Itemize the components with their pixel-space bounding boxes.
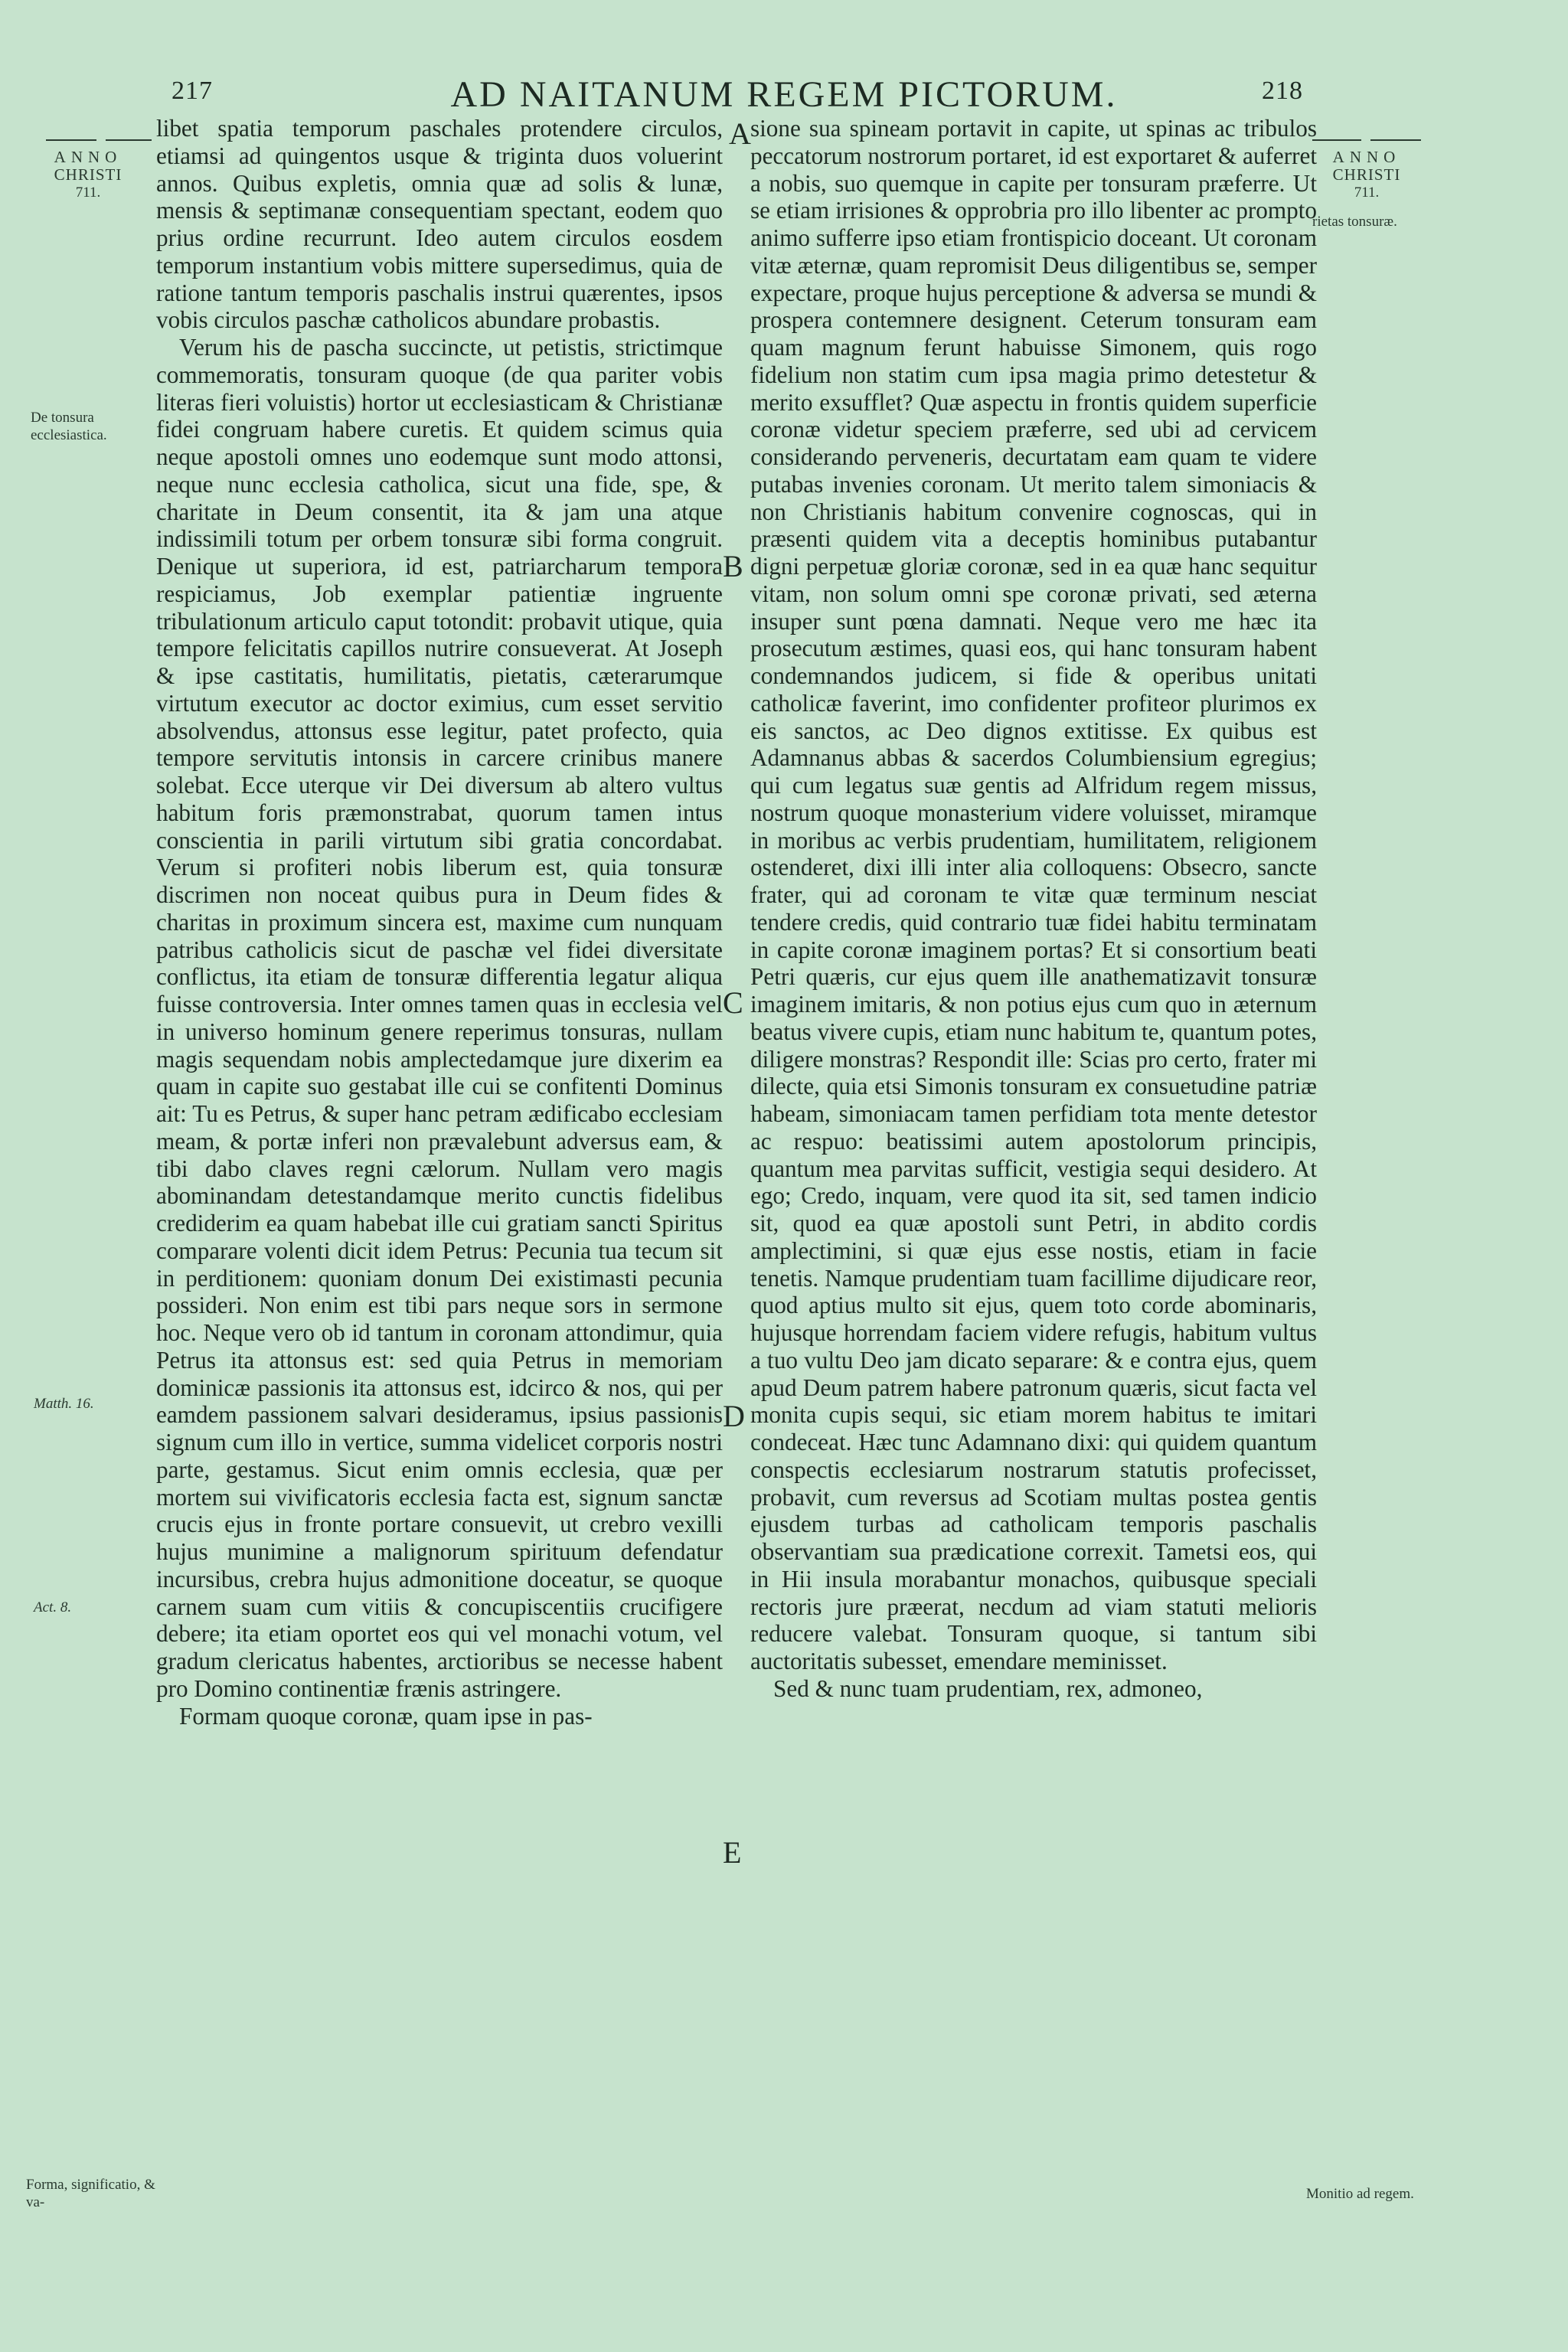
paragraph: Formam quoque coronæ, quam ipse in pas- <box>179 1702 593 1730</box>
page-number-left: 217 <box>172 77 213 105</box>
anno-year: 711. <box>1354 185 1380 201</box>
margin-rule <box>106 139 152 141</box>
anno-label: ANNO <box>1332 148 1401 166</box>
page-number-right: 218 <box>1262 77 1303 105</box>
margin-note-de-tonsura: De tonsura ecclesiastica. <box>31 410 107 443</box>
margin-note-matth: Matth. 16. <box>34 1396 94 1412</box>
section-marker-e: E <box>723 1835 742 1870</box>
section-marker-b: B <box>723 549 743 583</box>
christi-label: CHRISTI <box>54 165 122 184</box>
margin-note-pietas: rietas tonsuræ. <box>1312 214 1397 230</box>
section-marker-d: D <box>723 1399 745 1433</box>
left-text-column <box>156 115 723 1730</box>
margin-note-monitio: Monitio ad regem. <box>1306 2186 1414 2202</box>
running-title: AD NAITANUM REGEM PICTORUM. <box>450 74 1118 115</box>
section-marker-a: A <box>729 116 751 151</box>
anno-year: 711. <box>75 185 101 201</box>
paragraph: libet spatia temporum paschales protendere circulos, etiamsi ad quingentos usque & triginta duos voluerint annos. Quibus expletis, omnia quæ ad solis & lunæ, mensis & septimanæ consequentiam spectant, eodem quo prius ordine recurrunt. Ideo autem circulos eosdem temporum instantium vobis mittere supersedimus, quia de ratione tantum temporis paschalis instrui quærentes, ipsos vobis circulos paschæ catholicos abundare probastis. <box>156 115 723 334</box>
page-header <box>0 74 1568 119</box>
paragraph: sione sua spineam portavit in capite, ut spinas ac tribulos peccatorum nostrorum portaret, id est exportaret & auferret a nobis, suo quemque in capite per tonsuram præferre. Ut se etiam irrisiones & opprobria pro illo libenter ac prompto animo sufferre ipso etiam frontispicio doceant. Ut coronam vitæ æternæ, quam repromisit Deus diligentibus se, semper expectare, proque hujus perceptione & adversa se mundi & prospera contemnere designent. Ceterum tonsuram eam quam magnum ferunt habuisse Simonem, quis rogo fidelium non statim cum ipsa magia primo detestetur & merito exsufflet? Quæ aspectu in frontis quidem superficie coronæ videtur speciem præferre, sed ubi ad cervicem considerando perveneris, decurtatam eam quam te videre putabas invenies coronam. Ut merito talem simoniacis & non Christianis habitum convenire cognoscas, qui in præsenti quidem vita a deceptis hominibus putabantur digni perpetuæ gloriæ coronæ, sed in ea quæ hanc sequitur vitam, non solum omni spe coronæ privati, sed æterna insuper sunt pœna damnati. Neque vero me hæc ita prosecutum æstimes, quasi eos, qui hanc tonsuram habent condemnandos judicem, si fide & operibus unitati catholicæ faverint, imo confidenter profiteor plurimos ex eis sanctos, ac Deo dignos extitisse. Ex quibus est Adamnanus abbas & sacerdos Columbiensium egregius; qui cum legatus suæ gentis ad Alfridum regem missus, nostrum quoque monasterium videre voluisset, miramque in moribus ac verbis prudentiam, humilitatem, religionem ostenderet, dixi illi inter alia colloquens: Obsecro, sancte frater, qui ad coronam te vitæ quæ terminum nesciat tendere credis, quid contrario tuæ fidei habitu terminatam in capite coronæ imaginem portas? Et si consortium beati Petri quæris, cur ejus quem ille anathematizavit tonsuræ imaginem imitaris, & non potius ejus cum quo in æternum beatus vivere cupis, etiam nunc habitum te, quantum potes, diligere monstras? Respondit ille: Scias pro certo, frater mi dilecte, quia etsi Simonis tonsuram ex consuetudine patriæ habeam, simoniacam tamen perfidiam tota mente detestor ac respuo: beatissimi autem apostolorum principis, quantum mea parvitas sufficit, vestigia sequi desidero. At ego; Credo, inquam, vere quod ita sit, sed tamen indicio sit, quod ea quæ apostoli sunt Petri, in abdito cordis amplectimini, si quæ ejus esse nostis, etiam in facie tenetis. Namque prudentiam tuam facillime dijudicare reor, quod aptius multo sit ejus, quem toto corde abominaris, hujusque horrendam faciem videre refugis, habitum vultus a tuo vultu Deo jam dicato separare: & e contra ejus, quem apud Deum patrem habere patronum quæris, sicut facta vel monita cupis sequi, sic etiam morem habitus te imitari condeceat. Hæc tunc Adamnano dixi: qui quidem quantum conspectis ecclesiarum nostrarum statutis profecisset, probavit, cum reversus ad Scotiam multas postea gentis ejusdem turbas ad catholicam temporis paschalis observantiam sua prædicatione correxit. Tametsi eos, qui in Hii insula morabantur monachos, quibusque speciali rectoris jure præerat, necdum ad viam statuti melioris reducere valebat. Tonsuram quoque, si tantum sibi auctoritatis subesset, emendare meminisset. <box>750 115 1317 1674</box>
right-text-column <box>750 115 1317 1703</box>
margin-note-forma: Forma, significatio, & va- <box>26 2177 155 2210</box>
margin-rule <box>46 139 96 141</box>
christi-label: CHRISTI <box>1332 165 1401 184</box>
anno-christi-note-left <box>31 149 145 201</box>
anno-christi-note-right <box>1309 149 1424 201</box>
margin-rule <box>1312 139 1361 141</box>
paragraph: Verum his de pascha succincte, ut petistis, strictimque commemoratis, tonsuram quoque (de qua pariter vobis literas fieri voluistis) hortor ut ecclesiasticam & Christianæ fidei congruam habere curetis. Et quidem scimus quia neque apostoli omnes uno eodemque sunt modo attonsi, neque nunc ecclesia catholica, sicut una fide, spe, & charitate in Deum consentit, ita & jam una atque indissimili totum per orbem tonsuræ sibi forma congruit. Denique ut superiora, id est, patriarcharum tempora respiciamus, Job exemplar patientiæ ingruente tribulationum articulo caput totondit: probavit utique, quia tempore felicitatis capillos nutrire consueverat. At Joseph & ipse castitatis, humilitatis, pietatis, cæterarumque virtutum executor ac doctor eximius, cum esset servitio absolvendus, attonsus esse legitur, patet profecto, quia tempore servitutis intonsis in carcere crinibus manere solebat. Ecce uterque vir Dei diversum ab altero vultus habitum foris præmonstrabat, quorum tamen intus conscientia in parili virtutum sibi gratia concordabat. Verum si profiteri nobis liberum est, quia tonsuræ discrimen non noceat quibus pura in Deum fides & charitas in proximum sincera est, maxime cum nunquam patribus catholicis sicut de paschæ vel fidei diversitate conflictus, ita etiam de tonsuræ differentia legatur aliqua fuisse controversia. Inter omnes tamen quas in ecclesia vel in universo hominum genere reperimus tonsuras, nullam magis sequendam nobis amplectedamque jure dixerim ea quam in capite suo gestabat ille cui se confitenti Dominus ait: Tu es Petrus, & super hanc petram ædificabo ecclesiam meam, & portæ inferi non prævalebunt adversus eam, & tibi dabo claves regni cælorum. Nullam vero magis abominandam detestandamque merito cunctis fidelibus crediderim ea quam habebat ille cui gratiam sancti Spiritus comparare volenti dicit idem Petrus: Pecunia tua tecum sit in perditionem: quoniam donum Dei existimasti pecunia possideri. Non enim est tibi pars neque sors in sermone hoc. Neque vero ob id tantum in coronam attondimur, quia Petrus ita attonsus est: sed quia Petrus in memoriam dominicæ passionis ita attonsus est, idcirco & nos, qui per eamdem passionem salvari desideramus, ipsius passionis signum cum illo in vertice, summa videlicet corporis nostri parte, gestamus. Sicut enim omnis ecclesia, quæ per mortem sui vivificatoris ecclesia facta est, signum sanctæ crucis ejus in fronte portare consuevit, ut crebro vexilli hujus munimine a malignorum spirituum defendatur incursibus, crebra hujus admonitione doceatur, se quoque carnem suam cum vitiis & concupiscentiis crucifigere debere; ita etiam oportet eos qui vel monachi votum, vel gradum clericatus habentes, arctioribus se necesse habent pro Domino continentiæ frænis astringere. <box>156 334 723 1702</box>
margin-note-act: Act. 8. <box>34 1599 72 1615</box>
paragraph: Sed & nunc tuam prudentiam, rex, admoneo, <box>773 1674 1203 1702</box>
margin-rule <box>1370 139 1421 141</box>
section-marker-c: C <box>723 985 743 1020</box>
anno-label: ANNO <box>54 148 122 166</box>
